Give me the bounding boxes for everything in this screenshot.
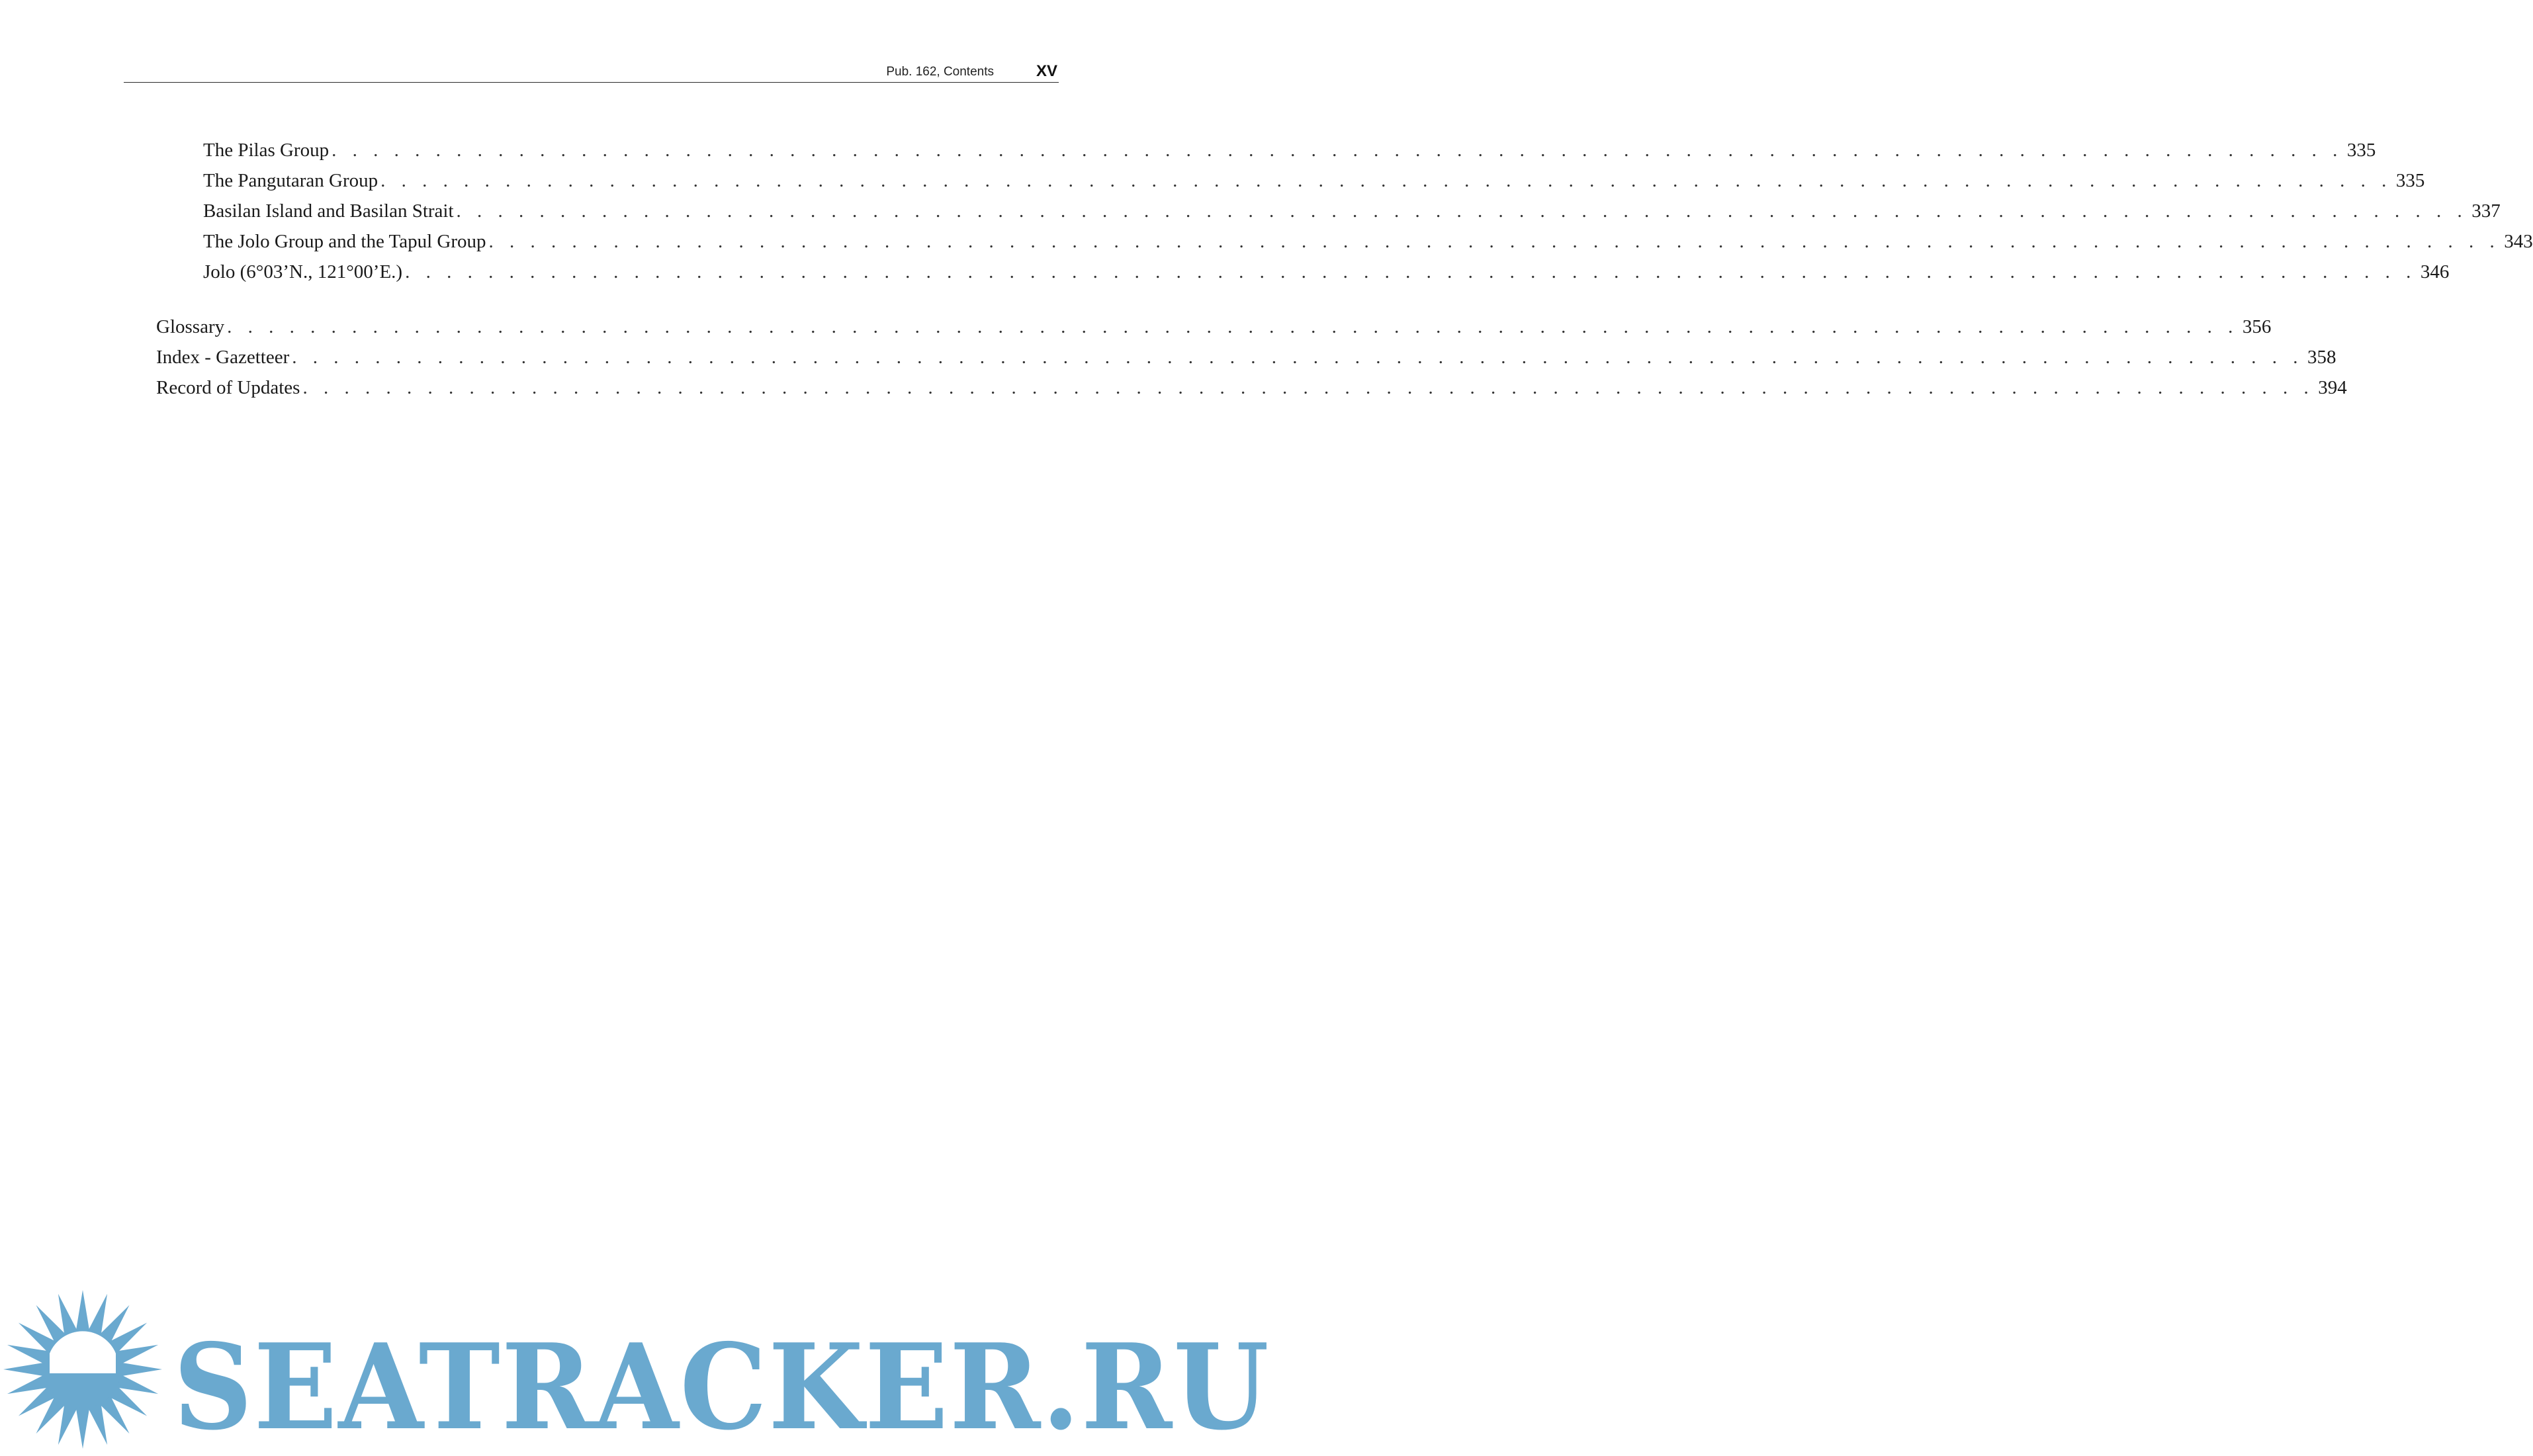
dot-leader [292, 347, 2303, 368]
dot-leader [457, 200, 2468, 222]
toc-entry-title: Record of Updates [156, 377, 300, 398]
toc-entry-jolo-tapul-group[interactable] [203, 231, 2533, 257]
dot-leader [489, 231, 2501, 253]
toc-entry-title: Basilan Island and Basilan Strait [203, 200, 454, 222]
running-head-title: Pub. 162, Contents [886, 65, 994, 79]
dot-leader [380, 170, 2392, 192]
toc-entry-title: The Pangutaran Group [203, 170, 378, 191]
toc-entry-page: 358 [2307, 347, 2336, 368]
seatracker-watermark [0, 1283, 1270, 1456]
toc-entry-page: 337 [2471, 200, 2501, 222]
dot-leader [227, 316, 2239, 338]
toc-entry-record-of-updates[interactable] [156, 377, 2347, 404]
toc-entry-pilas-group[interactable] [203, 140, 2376, 166]
toc-entry-pangutaran-group[interactable] [203, 170, 2425, 196]
toc-entry-page: 335 [2395, 170, 2425, 191]
toc-entry-title: The Pilas Group [203, 140, 330, 161]
toc-entry-title: Jolo (6°03’N., 121°00’E.) [203, 261, 403, 282]
sun-burst-icon [0, 1283, 172, 1455]
toc-entry-glossary[interactable] [156, 316, 2272, 343]
toc-entry-page: 343 [2504, 231, 2533, 252]
toc-entry-title: Index - Gazetteer [156, 347, 290, 368]
toc-entry-jolo[interactable] [203, 261, 2450, 288]
toc-entry-page: 346 [2420, 261, 2450, 282]
toc-entry-title: The Jolo Group and the Tapul Group [203, 231, 486, 252]
toc-entry-title: Glossary [156, 316, 225, 337]
toc-entry-page: 356 [2242, 316, 2272, 337]
toc-entry-basilan-island[interactable] [203, 200, 2501, 227]
toc-entry-page: 335 [2346, 140, 2376, 161]
toc-entry-index-gazetteer[interactable] [156, 347, 2336, 373]
dot-leader [405, 261, 2417, 283]
dot-leader [332, 140, 2343, 161]
page-number: XV [1036, 62, 1057, 80]
watermark-text: SEATRACKER.RU [173, 1318, 1270, 1456]
toc-entry-page: 394 [2318, 377, 2347, 398]
dot-leader [302, 377, 2314, 399]
page-header [124, 58, 1059, 83]
